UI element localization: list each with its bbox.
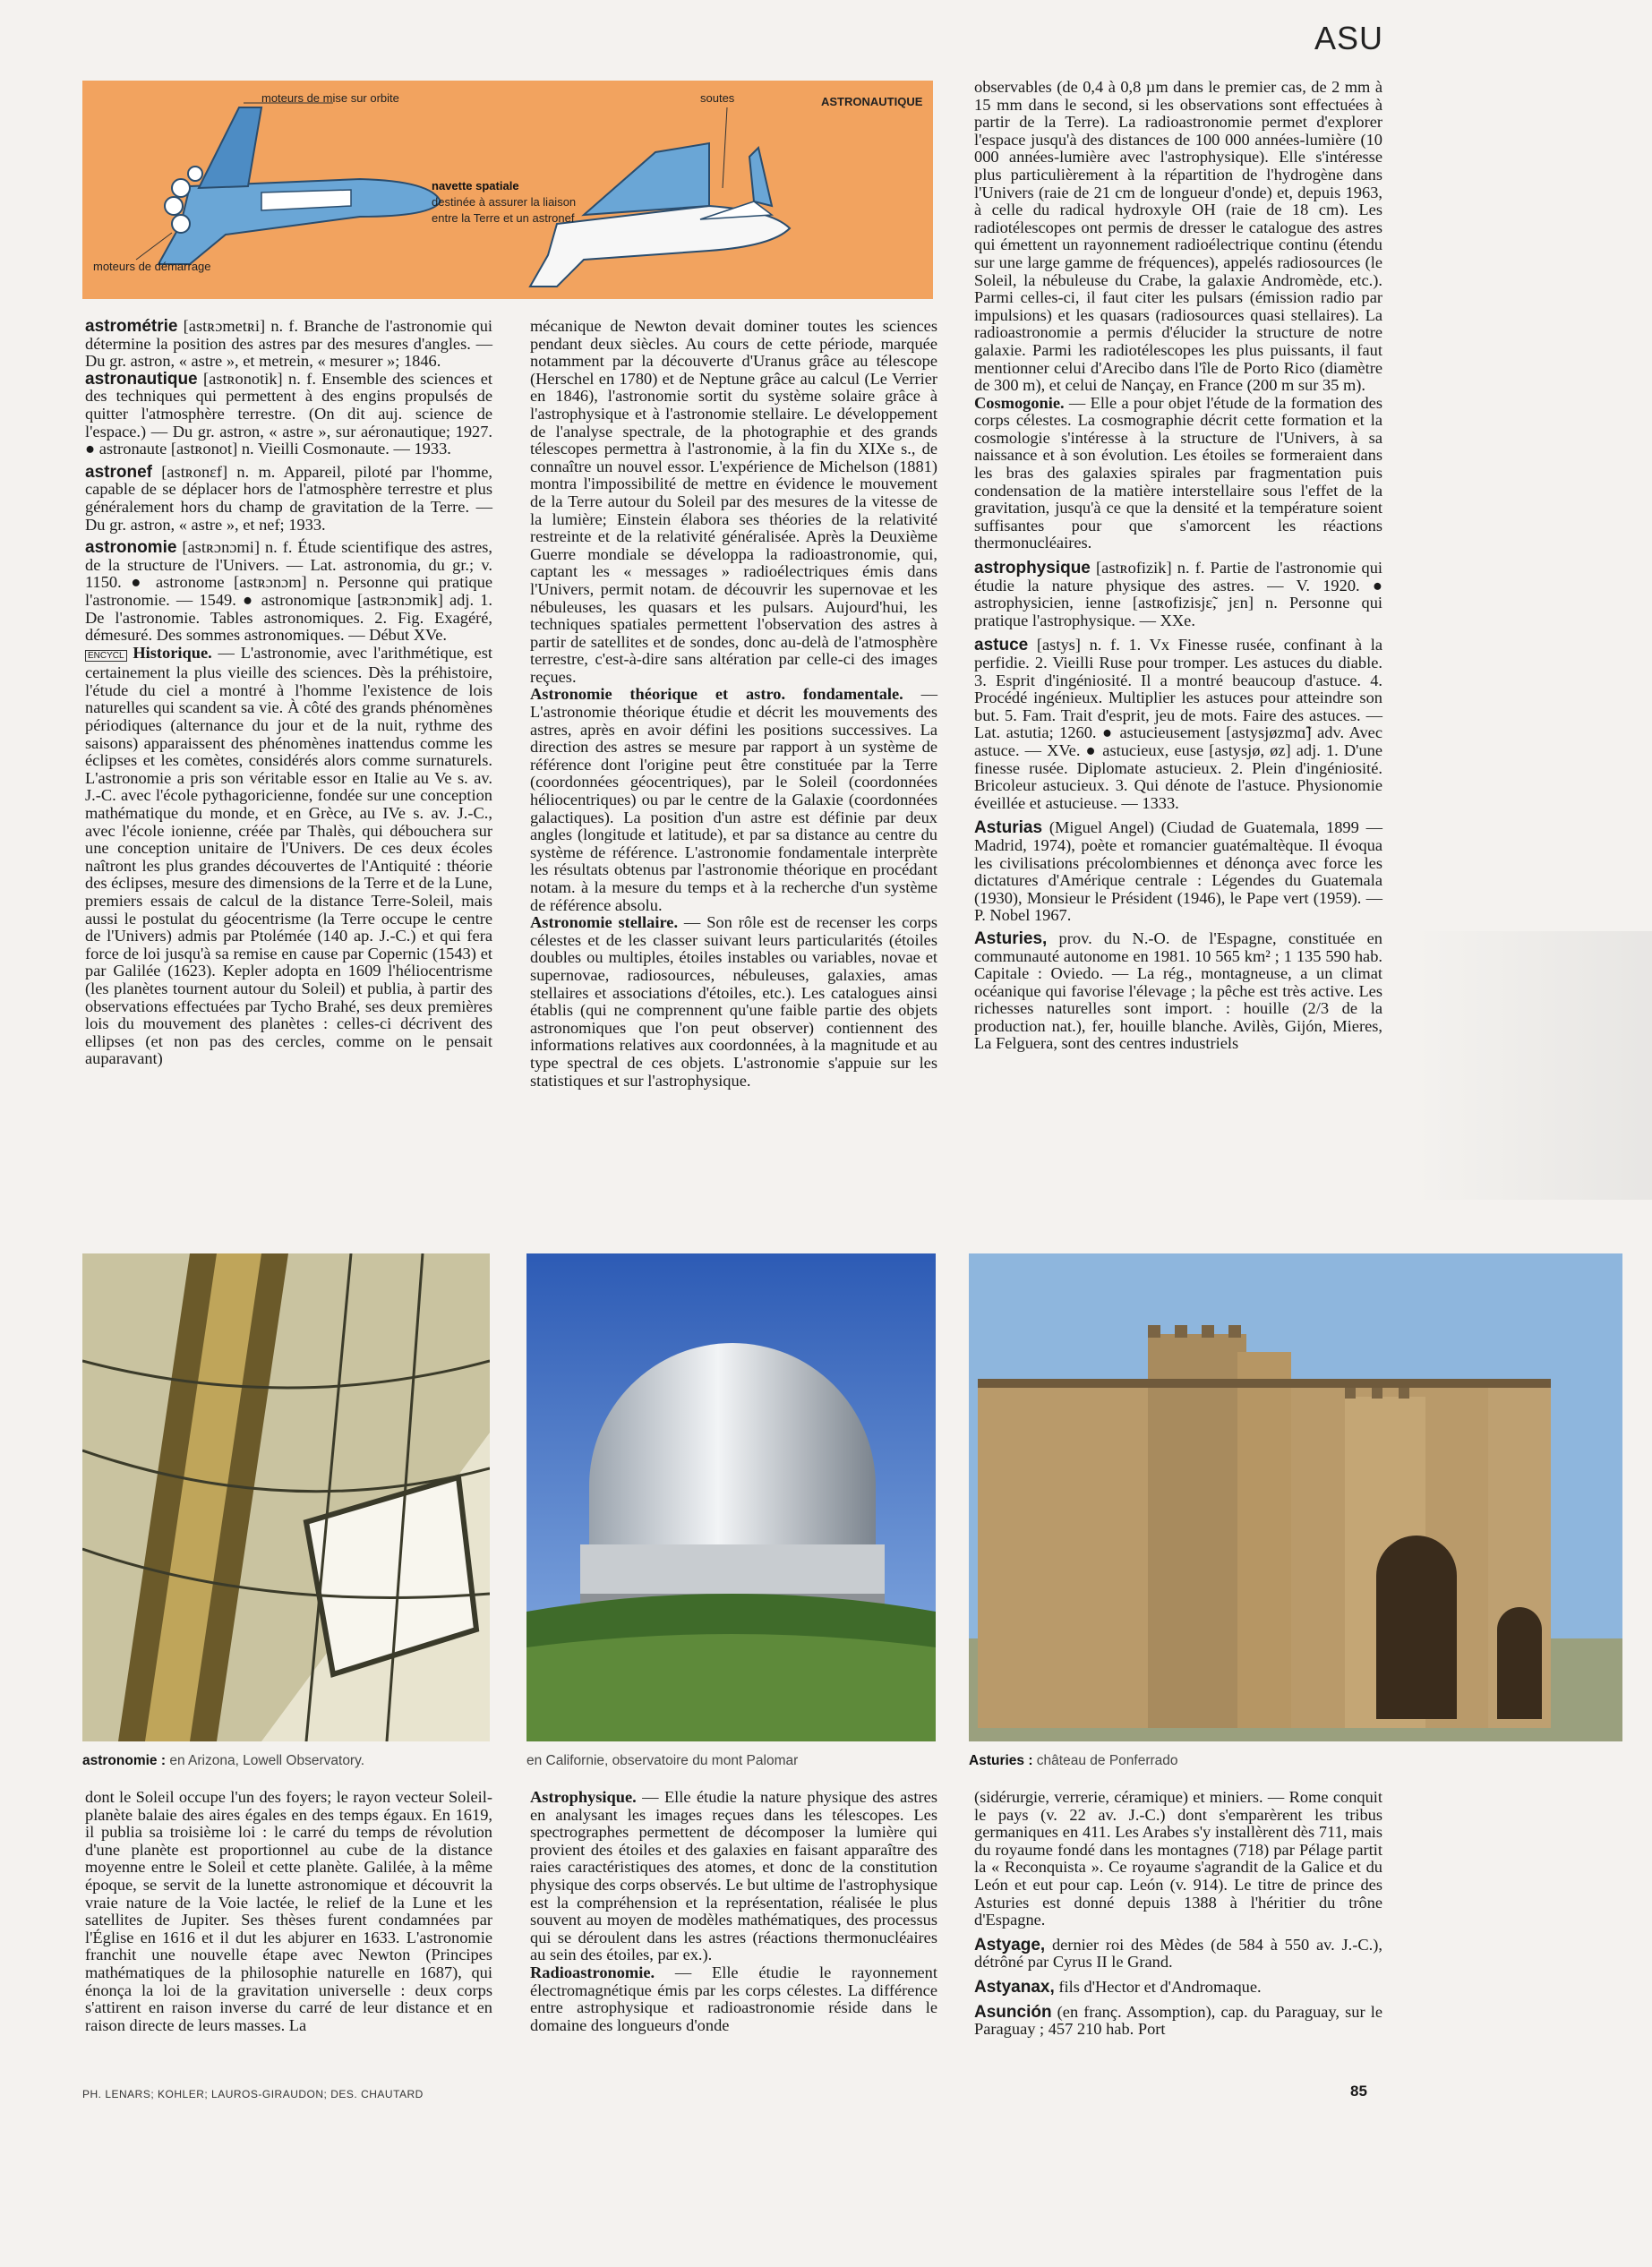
label-orbit-engines: moteurs de mise sur orbite — [261, 91, 399, 105]
column-1-bottom — [85, 1789, 492, 2034]
entry-asuncion — [974, 2004, 1382, 2039]
text-astrophysique: — Elle étudie la nature physique des astres en analysant les images reçues dans les télescopes. Les spectrographes permettent de décomposer la lumière qui provient des étoiles et des galaxies en faisant apparaître des raies caractéristiques des atomes, et donc de la constitution physique des corps observés. Le but ultime de l'astrophysique est la compréhension et la représentation, réalisée le plus souvent au moyen de modèles mathématiques, des processus qui se déroulent dans les astres (réactions thermonucléaires au sein des étoiles, par ex.). — [530, 1788, 937, 1964]
headword-astronautique: astronautique — [85, 369, 198, 389]
section-cosmogonie — [974, 395, 1382, 552]
section-stellaire — [530, 914, 937, 1090]
castle-image — [969, 1253, 1622, 1741]
subheading-theorique: Astronomie théorique et astro. fondamentale. — [530, 685, 903, 704]
headword-astrophysique: astrophysique — [974, 559, 1091, 578]
photo-lowell-observatory — [82, 1253, 490, 1741]
section-radioastronomie — [530, 1964, 937, 2034]
entry-astyanax — [974, 1979, 1382, 1997]
definition-astronautique: [astʀonotik] n. f. Ensemble des sciences et des techniques qui permettent à des engins propulsés de quitter l'atmosphère terrestre. (On dit auj. science de l'espace.) — Du gr. astron, « astre », sur aéronautique; 1927. ● astronaute [astʀonot] n. Vieilli Cosmonaute. — 1933. — [85, 369, 492, 458]
entry-astronautique — [85, 371, 492, 458]
definition-asuncion: (en franç. Assomption), cap. du Paraguay, sur le Paraguay ; 457 210 hab. Port — [974, 2002, 1382, 2039]
section-astrophysique — [530, 1789, 937, 1964]
entry-astuce — [974, 637, 1382, 812]
entry-asturias — [974, 819, 1382, 925]
label-start-engines: moteurs de démarrage — [93, 260, 211, 273]
section-theorique — [530, 686, 937, 914]
definition-astrophysique: [astʀofizik] n. f. Partie de l'astronomie qui étudie la nature physique des astres. — V. 1920. ● astrophysicien, ienne [astʀofizisjɛ̃, jɛn] n. Personne qui pratique l'astrophysique. — XXe. — [974, 559, 1382, 629]
text-historique: — L'astronomie, avec l'arithmétique, est certainement la plus vieille des sciences. Dès la préhistoire, l'étude du ciel a montré à l'homme l'existence de lois naturelles qui scandent sa vie. À côté des grands phénomènes périodiques (alternance du jour et de la nuit, rythme des saisons) apparaissent des phénomènes inattendus comme les éclipses et les comètes, considérés alors comme surnaturels. L'astronomie a pris son véritable essor en Italie au Ve s. av. J.-C. avec l'école pythagoricienne, fondée sur une conception mathématique du monde, et en Grèce, au IVe s. av. J.-C., avec l'école ionienne, créée par Thalès, qui déboucherа sur une conception unitaire de l'Univers. De ces deux écoles naîtront les plus grandes découvertes de l'Antiquité : théorie des éclipses, mesure des dimensions de la Terre et de la Lune, premiers essais de calcul de la distance Terre-Soleil, mais aussi le postulat du géocentrisme (la Terre occupe le centre de l'Univers) admis par Ptolémée (140 ap. J.-C.) et qui fera force de loi jusqu'à sa remise en cause par Copernic (1543) et par Galilée (1623). Kepler adopta en 1609 l'héliocentrisme (les planètes tournent autour du Soleil) et publia, à partir des observations effectuées par Tycho Brahé, ses deux premières lois du mouvement des planètes : celles-ci décrivent des ellipses (et non pas des cercles, comme on le pensait auparavant) — [85, 643, 492, 1068]
caption-photo-3-text: château de Ponferrado — [1032, 1753, 1178, 1768]
label-shuttle-desc-1: destinée à assurer la liaison — [432, 195, 577, 209]
entry-asturies — [974, 930, 1382, 1053]
column-3-bottom — [974, 1789, 1382, 2039]
headword-astronomie: astronomie — [85, 538, 177, 558]
text-col2-intro: mécanique de Newton devait dominer toutes les sciences pendant deux siècles. Au cours de cette période, marquée notamment par la découverte d'Uranus grâce au télescope (Herschel en 1780) et de Neptune grâce au calcul (Le Verrier en 1846), l'astronomie sortit du système solaire grâce à l'astrophysique et à l'astronomie stellaire. Le développement de l'analyse spectrale, de la photographie et des grands télescopes permettra à l'astronomie, à la fin du XIXe s., de connaître un nouvel essor. L'expérience de Michelson (1881) montra l'impossibilité de mettre en évidence le mouvement de la Terre autour du Soleil par des mesures de la vitesse de la lumière; Einstein élabora ses théories de la relativité restreinte et de la relativité généralisée. Après la Deuxième Guerre mondiale se développa la radioastronomie, qui, captant les « messages » radioélectriques émis dans l'Univers, permit notam. de découvrir les supernovae et les nébuleuses, les quasars et les pulsars. Aujourd'hui, les techniques spatiales permettent l'observation des astres à partir de satellites et de sondes, donc au-delà de l'atmosphère terrestre, c'est-à-dire sans altération par celle-ci des images reçues. — [530, 317, 937, 686]
caption-photo-1 — [82, 1753, 364, 1769]
observatory-dome-image — [526, 1253, 936, 1741]
running-head: ASU — [1314, 20, 1383, 56]
caption-photo-3 — [969, 1753, 1178, 1769]
definition-asturies: prov. du N.-O. de l'Espagne, constituée en communauté autonome en 1981. 10 565 km² ; 1 135 590 hab. Capitale : Oviedo. — La rég., montagneuse, a un climat océanique qui favorise l'élevage ; la pêche est très active. Les richesses naturelles sont import. : houille (2/3 de la production nat.), fer, houille blanche. Avilès, Gijón, Mieres, La Felguera, sont des centres industriels — [974, 928, 1382, 1053]
text-cosmogonie: — Elle a pour objet l'étude de la formation des corps célestes. La cosmographie décrit cette formation et la cosmologie s'intéresse à la structure de l'Univers, à sa naissance et à son évolution. Les étoiles se formeraient dans les bras des galaxies spirales par fragmentation puis condensation de la matière interstellaire sous l'effet de la gravitation, jusqu'à ce que la densité et la température soient suffisantes pour que s'amorcent les réactions thermonucléaires. — [974, 393, 1382, 552]
definition-asturias: (Miguel Angel) (Ciudad de Guatemala, 1899 — Madrid, 1974), poète et romancier guatémaltèque. Il évoqua les civilisations précolombiennes et dénonça avec force les dictatures d'Amérique centrale : Légendes du Guatemala (1930), Monsieur le Président (1946), le Pape vert (1959). — P. Nobel 1967. — [974, 818, 1382, 925]
entry-astrometrie — [85, 318, 492, 371]
entry-astrophysique — [974, 560, 1382, 629]
entry-astyage — [974, 1937, 1382, 1972]
page-edge-shadow — [1413, 931, 1652, 1200]
text-stellaire: — Son rôle est de recenser les corps célestes et de les classer suivant leurs particularités (étoiles doubles ou multiples, étoiles instables ou variables, novae et supernovae, radiosources, nébuleuses, galaxies, amas stellaires et associations d'étoiles, etc.). Les catalogues ainsi établis (qui ne comprennent qu'une faible partie des objets astronomiques que l'on peut observer) contiennent des informations relatives aux coordonnées, à la magnitude et au type spectral de ces objets. L'astronomie s'appuie sur les statistiques et sur l'astrophysique. — [530, 913, 937, 1090]
entry-astronomie — [85, 539, 492, 645]
entry-astronef — [85, 464, 492, 534]
definition-astrometrie: [astʀɔmetʀi] n. f. Branche de l'astronomie qui détermine la position des astres par des mesures d'angles. — Du gr. astron, « astre », et metrein, « mesurer »; 1846. — [85, 317, 492, 371]
encycl-tag: ENCYCL — [85, 650, 127, 662]
text-col3-intro: observables (de 0,4 à 0,8 µm dans le premier cas, de 2 mm à 15 mm dans le second, si les observations sont effectuées à partir de la Terre). La radioastronomie permet d'explorer l'espace jusqu'à des distances de 100 000 années-lumière (10 000 années-lumière avec l'astrophysique). Elle s'intéresse plus particulièrement à la répartition de l'hydrogène dans l'Univers (raie de 21 cm de longueur d'onde) et, depuis 1963, à celle du radical hydroxyle OH (raie de 18 cm). Les radiotélescopes ont permis de dresser le catalogue des astres qui émettent un rayonnement radioélectrique continu (étendu sur une large gamme de fréquences), appelés radiosources (le Soleil, la nébuleuse du Crabe, la galaxie Andromède, etc.). Parmi celles-ci, il faut citer les pulsars (émission radio par impulsions) et les quasars (radiosources quasi stellaires). La radioastronomie a permis d'élucider la structure de notre galaxie. Parmi les radiotélescopes les plus puissants, il faut mentionner celui d'Arecibo dans l'île de Porto Rico (diamètre de 300 m), et celui de Nançay, en France (200 m sur 35 m). — [974, 78, 1382, 395]
text-col3-continued: (sidérurgie, verrerie, céramique) et miniers. — Rome conquit le pays (v. 22 av. J.-C.) dont s'emparèrent les tribus germaniques en 411. Les Arabes s'y installèrent dès 711, mais du royaume fondé dans les montagnes (718) par Pélage partit la « Reconquista ». Ce royaume s'agrandit de la Galice et du León et eut pour cap. León (v. 914). Le titre de prince des Asturies est donné depuis 1388 à l'héritier du trône d'Espagne. — [974, 1788, 1382, 1929]
headword-astyanax: Astyanax, — [974, 1977, 1055, 1997]
label-category: ASTRONAUTIQUE — [821, 95, 923, 108]
headword-asturies: Asturies, — [974, 928, 1048, 948]
definition-astronomie: [astʀɔnɔmi] n. f. Étude scientifique des astres, de la structure de l'Univers. — Lat. astronomia, du gr.; v. 1150. ● astronome [astʀɔnɔm] n. Personne qui pratique l'astronomie. — 1549. ● astronomique [astʀɔnɔmik] adj. 1. De l'astronomie. Tables astronomiques. 2. Fig. Exagéré, démesuré. Des sommes astronomiques. — Début XVe. — [85, 538, 492, 645]
page-number: 85 — [1350, 2083, 1367, 2100]
label-shuttle-desc-2: entre la Terre et un astronef — [432, 211, 575, 225]
shuttle-blue — [136, 103, 441, 264]
text-theorique: — L'astronomie théorique étudie et décrit les mouvements des astres, après en avoir défini les positions successives. La direction des astres se mesure par rapport à un système de référence dont l'origine peut être constituée par la Terre (coordonnées géocentriques), par le Soleil (coordonnées héliocentriques) ou par le centre de la Galaxie (coordonnées galactiques). La position d'un astre est définie par deux angles (longitude et latitude), et par sa distance au centre du système de référence. L'astronomie fondamentale interprète les résultats obtenus par l'astronomie théorique en procédant notam. à la mesure du temps et à la recherche d'un système de référence absolu. — [530, 685, 937, 914]
telescope-image — [82, 1253, 490, 1741]
subheading-astrophysique: Astrophysique. — [530, 1788, 637, 1806]
label-holds: soutes — [700, 91, 735, 105]
space-shuttle-illustration — [82, 81, 933, 299]
headword-asuncion: Asunción — [974, 2002, 1052, 2022]
photo-ponferrado-castle — [969, 1253, 1622, 1741]
subheading-cosmogonie: Cosmogonie. — [974, 393, 1065, 412]
definition-astuce: [astys] n. f. 1. Vx Finesse rusée, confinant à la perfidie. 2. Vieilli Ruse pour tromper. Les astuces du diable. 3. Esprit d'ingéniosité. Il a montré beaucoup d'astuce. 4. Procédé ingénieux. Multiplier les astuces pour atteindre son but. 5. Fam. Trait d'esprit, jeu de mots. Faire des astuces. — Lat. astutia; 1260. ● astucieusement [astysjøzmɑ̃] adv. Avec astuce. — XVe. ● astucieux, euse [astysjø, øz] adj. 1. D'une finesse rusée. Diplomate astucieux. 2. Plein d'ingéniosité. Bricoleur astucieux. 3. Qui dénote de l'astuce. Physionomie éveillée et astucieuse. — 1333. — [974, 636, 1382, 812]
column-2-top — [530, 318, 937, 1090]
subheading-historique: Historique. — [133, 643, 212, 662]
text-col1-continued: dont le Soleil occupe l'un des foyers; le rayon vecteur Soleil-planète balaie des aires égales en des temps égaux. En 1619, il publia sa troisième loi : le carré du temps de révolution d'une planète est proportionnel au cube de la distance moyenne entre le Soleil et cette planète. Galilée, à la même époque, se servit de la lunette astronomique et découvrit la vraie nature de la Voie lactée, le relief de la Lune et les satellites de Jupiter. Ses thèses furent condamnées par l'Église en 1616 et il dut les abjurer en 1633. L'astronomie franchit une nouvelle étape avec Newton (Principes mathématiques de la philosophie naturelle en 1687), qui énonça la loi de la gravitation universelle : deux corps s'attirent en raison inverse du carré de leur distance et en raison directe de leurs masses. La — [85, 1788, 492, 2034]
subheading-radioastronomie: Radioastronomie. — [530, 1963, 655, 1981]
caption-photo-2: en Californie, observatoire du mont Palomar — [526, 1753, 799, 1768]
photo-credits: PH. LENARS; KOHLER; LAUROS-GIRAUDON; DES. CHAUTARD — [82, 2088, 424, 2100]
column-3-top — [974, 79, 1382, 1053]
column-1-top — [85, 318, 492, 1068]
headword-asturias: Asturias — [974, 818, 1043, 838]
definition-astyanax: fils d'Hector et d'Andromaque. — [1054, 1977, 1262, 1996]
column-2-bottom — [530, 1789, 937, 2034]
astronomie-historique — [85, 645, 492, 1068]
headword-astrometrie: astrométrie — [85, 317, 178, 336]
subheading-stellaire: Astronomie stellaire. — [530, 913, 679, 932]
caption-photo-1-title: astronomie : — [82, 1753, 167, 1768]
caption-photo-1-text: en Arizona, Lowell Observatory. — [166, 1753, 365, 1768]
definition-astronef: [astʀonɛf] n. m. Appareil, piloté par l'homme, capable de se déplacer hors de l'atmosphère terrestre et plus généralement hors du champ de gravitation de la Terre. — Du gr. astron, « astre », et nef; 1933. — [85, 462, 492, 534]
headword-astyage: Astyage, — [974, 1935, 1046, 1955]
text-radioastronomie: — Elle étudie le rayonnement électromagnétique émis par les corps célestes. La différence entre astrophysique et radioastronomie réside dans le domaine des longueurs d'onde — [530, 1963, 937, 2034]
definition-astyage: dernier roi des Mèdes (de 584 à 550 av. J.-C.), détrôné par Cyrus II le Grand. — [974, 1935, 1382, 1972]
headword-astuce: astuce — [974, 636, 1029, 655]
caption-photo-3-title: Asturies : — [969, 1753, 1033, 1768]
photo-palomar-observatory — [526, 1253, 936, 1741]
label-shuttle-title: navette spatiale — [432, 179, 519, 192]
headword-astronef: astronef — [85, 462, 152, 482]
